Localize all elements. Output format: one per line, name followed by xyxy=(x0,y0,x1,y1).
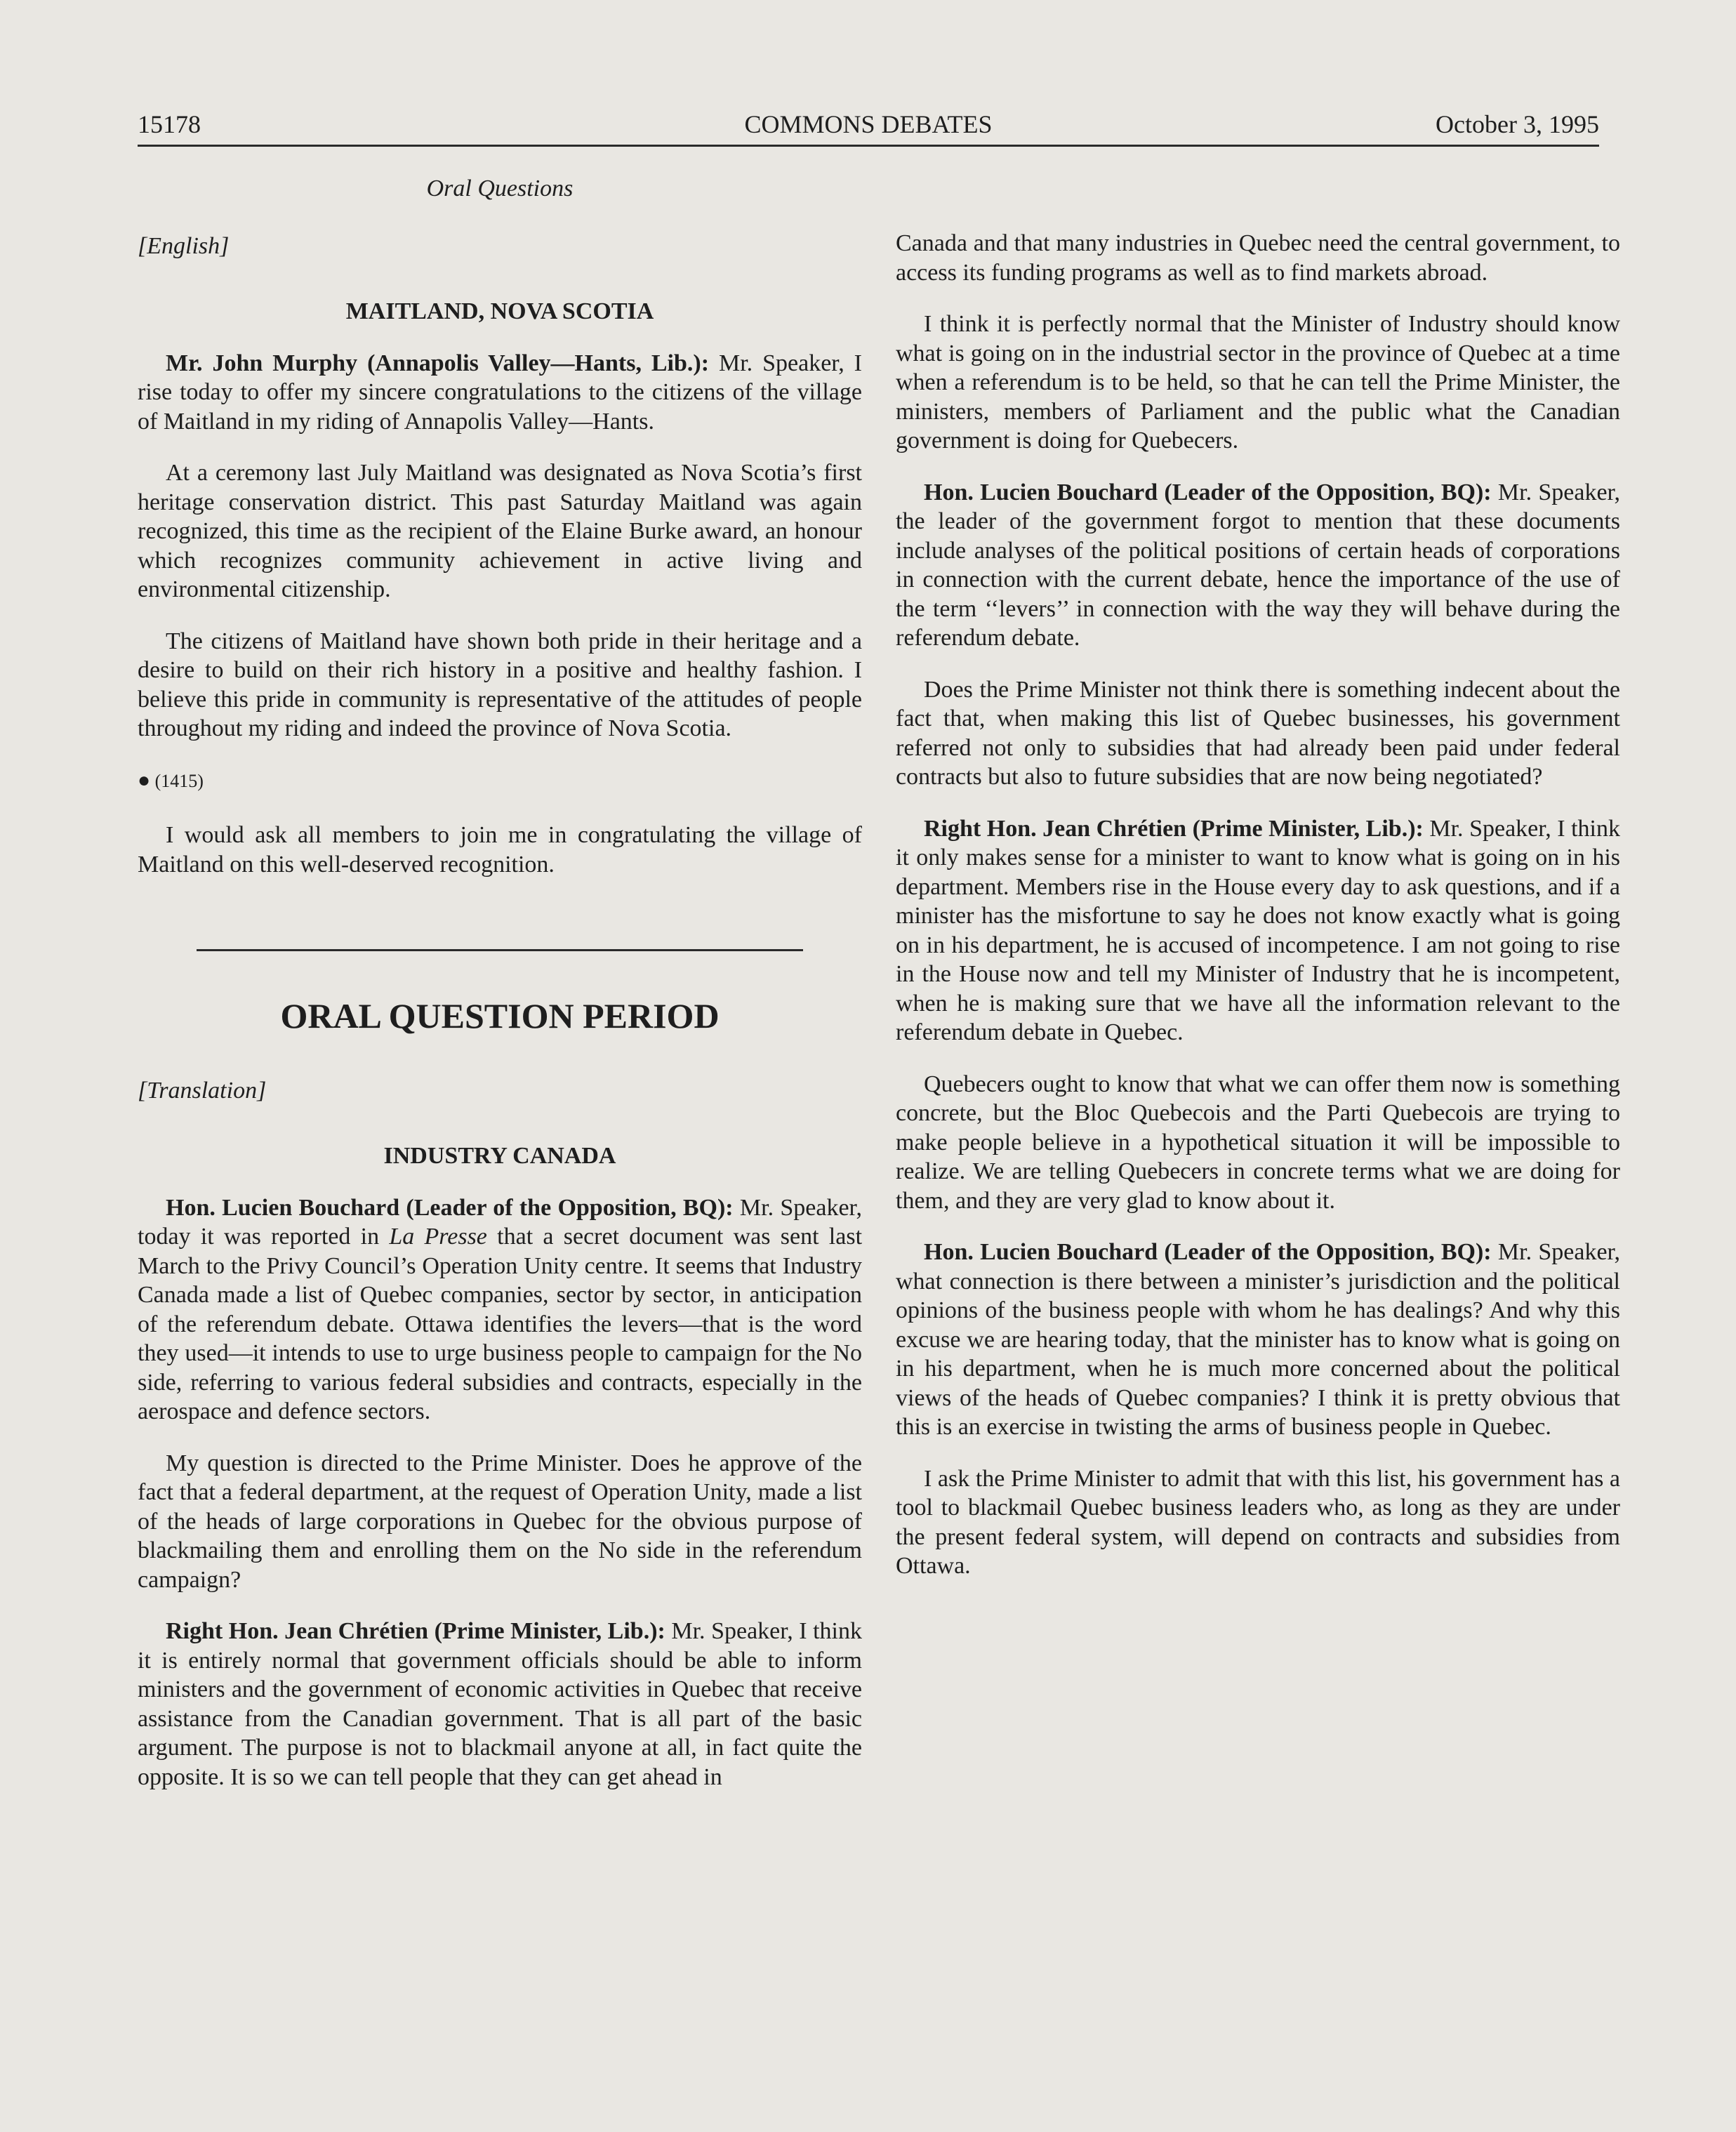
running-head: Oral Questions xyxy=(426,176,574,201)
right-column xyxy=(896,229,1620,1603)
paragraph: I think it is perfectly normal that the Minister of Industry should know what is going on in the industrial sector in the province of Quebec at a time when a referendum is to be held, so that he can tell the Prime Minister, the ministers, members of Parliament and the public what the Canadian government is doing for Quebecers. xyxy=(896,311,1620,453)
publication-date: October 3, 1995 xyxy=(1436,110,1599,138)
speaker-name: Hon. Lucien Bouchard (Leader of the Opposition, BQ): xyxy=(166,1194,734,1221)
paragraph: Does the Prime Minister not think there is something indecent about the fact that, when making this list of Quebec businesses, his government referred not only to subsidies that had already been paid under federal contracts but also to future subsidies that are now being negotiated? xyxy=(896,676,1620,790)
language-tag-english: [English] xyxy=(138,232,230,259)
paragraph: I ask the Prime Minister to admit that with this list, his government has a tool to blackmail Quebec business leaders who, as long as they are under the present federal system, will depend on contracts and subsidies from Ottawa. xyxy=(896,1465,1620,1579)
speaker-name: Mr. John Murphy (Annapolis Valley—Hants, Lib.): xyxy=(166,350,710,376)
paragraph: Canada and that many industries in Quebec need the central government, to access its funding programs as well as to find markets abroad. xyxy=(896,230,1620,286)
bullet-icon: ● xyxy=(138,768,151,792)
publication-title: COMMONS DEBATES xyxy=(744,110,993,138)
paragraph-bouchard xyxy=(896,1238,1620,1442)
page-number: 15178 xyxy=(138,110,201,138)
speech-text: Mr. Speaker, today it was reported in xyxy=(138,1194,863,1250)
speech-text: Mr. Speaker, I think it is entirely normal that government officials should be able to inform ministers and the government of economic activities in Quebec that receive assistance from the Canadian government. That is all part of the basic argument. The purpose is not to blackmail anyone at all, in fact quite the opposite. It is so we can tell people that they can get ahead in xyxy=(138,1618,862,1790)
speaker-name: Right Hon. Jean Chrétien (Prime Minister, Lib.): xyxy=(166,1618,665,1644)
speaker-name: Right Hon. Jean Chrétien (Prime Minister, Lib.): xyxy=(924,815,1424,842)
paragraph: Quebecers ought to know that what we can offer them now is something concrete, but the Bloc Quebecois and the Parti Quebecois are trying to make people believe in a hypothetical situation it will be impossible to realize. We are telling Quebecers in concrete terms what we are doing for them, and they are very glad to know about it. xyxy=(896,1071,1620,1214)
time-marker-text: (1415) xyxy=(154,770,204,791)
paragraph-chretien xyxy=(138,1617,862,1792)
speech-text: Mr. Speaker, I think it only makes sense for a minister to want to know what is going on in his department. Members rise in the House every day to ask questions, and if a minister has the misfortune to say he does not know exactly what is going on in his department, he is accused of incompetence. I am not going to rise in the House now and tell my Minister of Industry that he is incompetent, when he is making sure that we have all the information relevant to the referendum debate in Quebec. xyxy=(896,815,1620,1045)
header-rule xyxy=(138,145,1599,147)
section-heading-oral-question-period: ORAL QUESTION PERIOD xyxy=(280,996,720,1035)
section-heading-industry-canada: INDUSTRY CANADA xyxy=(383,1143,616,1169)
paragraph-bouchard xyxy=(138,1193,862,1426)
paragraph: The citizens of Maitland have shown both pride in their heritage and a desire to build on their rich history in a positive and healthy fashion. I believe this pride in community is representative of the attitudes of people throughout my riding and indeed the province of Nova Scotia. xyxy=(138,628,862,741)
speech-text: Mr. Speaker, the leader of the government forgot to mention that these documents include analyses of the political positions of certain heads of corporations in connection with the current debate, hence the importance of the use of the term ‘‘levers’’ in connection with the way they will behave during the referendum debate. xyxy=(896,479,1621,651)
language-tag-translation: [Translation] xyxy=(138,1077,267,1104)
page-header xyxy=(138,104,1599,146)
section-heading-maitland: MAITLAND, NOVA SCOTIA xyxy=(345,298,654,324)
paragraph-chretien xyxy=(896,814,1620,1047)
paragraph: I would ask all members to join me in congratulating the village of Maitland on this well-deserved recognition. xyxy=(138,822,862,878)
paragraph-bouchard xyxy=(896,478,1620,653)
paragraph-murphy xyxy=(138,349,862,437)
left-column xyxy=(138,168,862,1814)
speech-text: Mr. Speaker, what connection is there between a minister’s jurisdiction and the political opinions of the business people with whom he has dealings? And why this excuse we are hearing today, that the minister has to know what is going on in his department, when he is much more concerned about the political views of the heads of Quebec companies? I think it is pretty obvious that this is an exercise in twisting the arms of business people in Quebec. xyxy=(896,1239,1621,1440)
newspaper-title: La Presse xyxy=(389,1224,487,1250)
speaker-name: Hon. Lucien Bouchard (Leader of the Opposition, BQ): xyxy=(924,1239,1492,1265)
time-marker xyxy=(138,766,862,796)
paragraph: My question is directed to the Prime Minister. Does he approve of the fact that a federal department, at the request of Operation Unity, made a list of the heads of large corporations in Quebec for the obvious purpose of blackmailing them and enrolling them on the No side in the referendum campaign? xyxy=(138,1450,862,1593)
speaker-name: Hon. Lucien Bouchard (Leader of the Opposition, BQ): xyxy=(924,479,1492,505)
section-divider xyxy=(197,949,803,951)
paragraph: At a ceremony last July Maitland was designated as Nova Scotia’s first heritage conservation district. This past Saturday Maitland was again recognized, this time as the recipient of the Elaine Burke award, an honour which recognizes community achievement in active living and environmental citizenship. xyxy=(138,460,862,602)
speech-text: that a secret document was sent last March to the Privy Council’s Operation Unity centre. It seems that Industry Canada made a list of Quebec companies, sector by sector, in anticipation of the referendum debate. Ottawa identifies the levers—that is the word they used—it intends to use to urge business people to campaign for the No side, referring to various federal subsidies and contracts, especially in the aerospace and defence sectors. xyxy=(138,1224,863,1424)
speech-text: Mr. Speaker, I rise today to offer my sincere congratulations to the citizens of the village of Maitland in my riding of Annapolis Valley—Hants. xyxy=(138,350,862,435)
